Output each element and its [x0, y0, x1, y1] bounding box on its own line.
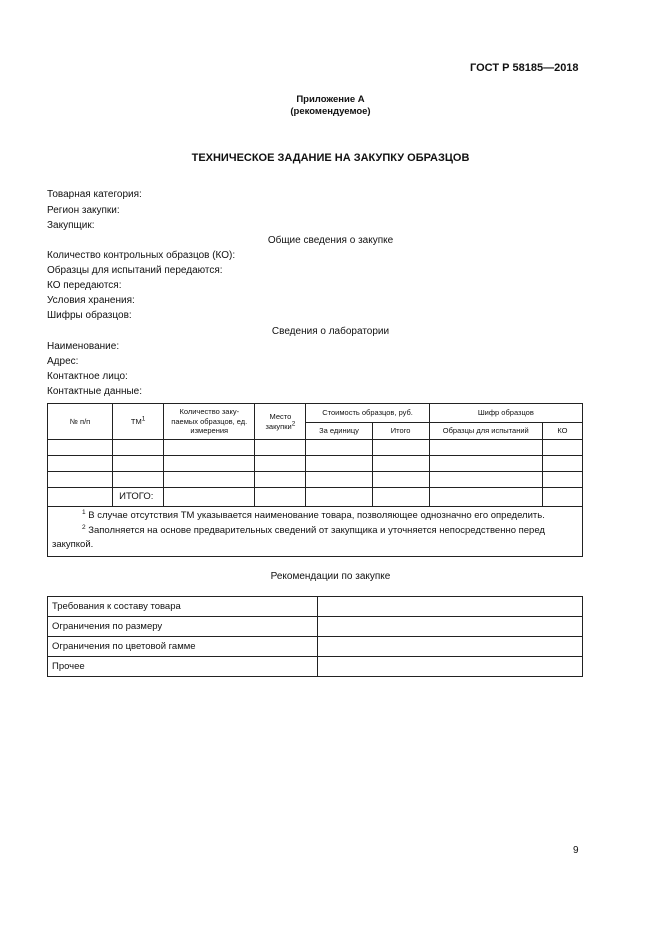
rec-size: Ограничения по размеру — [48, 617, 318, 637]
table-row — [48, 637, 583, 657]
total-label: ИТОГО: — [113, 488, 164, 507]
field-product-category: Товарная категория: — [47, 189, 142, 200]
table-row — [48, 657, 583, 677]
purchase-table — [47, 403, 583, 557]
field-lab-address: Адрес: — [47, 356, 79, 367]
field-buyer: Закупщик: — [47, 220, 95, 231]
field-contact-data: Контактные данные: — [47, 386, 143, 397]
table-row — [48, 597, 583, 617]
field-test-samples: Образцы для испытаний передаются: — [47, 265, 223, 276]
col-header-code: Шифр образцов — [429, 404, 582, 423]
section-general-heading: Общие сведения о закупке — [267, 235, 394, 246]
col-header-place: Место закупки$^2$ — [255, 404, 306, 440]
col-header-tm: $ТМ^1$ — [113, 404, 164, 440]
field-region: Регион закупки: — [47, 205, 120, 216]
footnote-2: $^2$ Заполняется на основе предварительных сведений от закупщика и уточняется непосредственно перед закупкой. — [52, 523, 545, 551]
appendix-subtitle: (рекомендуемое) — [290, 106, 371, 117]
footnote-1: $^1$ В случае отсутствия ТМ указывается наименование товара, позволяющее однозначно его определить. — [82, 508, 545, 521]
field-sample-codes: Шифры образцов: — [47, 310, 132, 321]
section-lab-heading: Сведения о лаборатории — [271, 326, 390, 337]
table-row — [48, 472, 583, 488]
table-footnotes — [48, 507, 583, 557]
table-row — [48, 617, 583, 637]
appendix-title: Приложение А — [296, 94, 365, 105]
total-row — [48, 488, 583, 507]
table-row — [48, 456, 583, 472]
standard-number: ГОСТ Р 58185—2018 — [470, 62, 579, 74]
field-contact-person: Контактное лицо: — [47, 371, 128, 382]
rec-composition: Требования к составу товара — [48, 597, 318, 617]
col-header-number: № п/п — [48, 404, 113, 440]
section-recommendations-heading: Рекомендации по закупке — [270, 571, 391, 582]
col-header-quantity: Количество заку-паемых образцов, ед. измерения — [164, 404, 255, 440]
field-storage: Условия хранения: — [47, 295, 135, 306]
table-row — [48, 440, 583, 456]
field-control-samples: Количество контрольных образцов (КО): — [47, 250, 236, 261]
col-header-code-test: Образцы для испытаний — [429, 423, 542, 440]
col-header-cost-unit: За единицу — [306, 423, 372, 440]
rec-color: Ограничения по цветовой гамме — [48, 637, 318, 657]
recommendations-table — [47, 596, 583, 677]
col-header-code-ko: КО — [542, 423, 582, 440]
document-title: ТЕХНИЧЕСКОЕ ЗАДАНИЕ НА ЗАКУПКУ ОБРАЗЦОВ — [191, 152, 470, 164]
col-header-cost: Стоимость образцов, руб. — [306, 404, 429, 423]
field-lab-name: Наименование: — [47, 341, 120, 352]
field-ko-transfer: КО передаются: — [47, 280, 122, 291]
page-number: 9 — [573, 845, 579, 856]
rec-other: Прочее — [48, 657, 318, 677]
col-header-cost-total: Итого — [372, 423, 429, 440]
